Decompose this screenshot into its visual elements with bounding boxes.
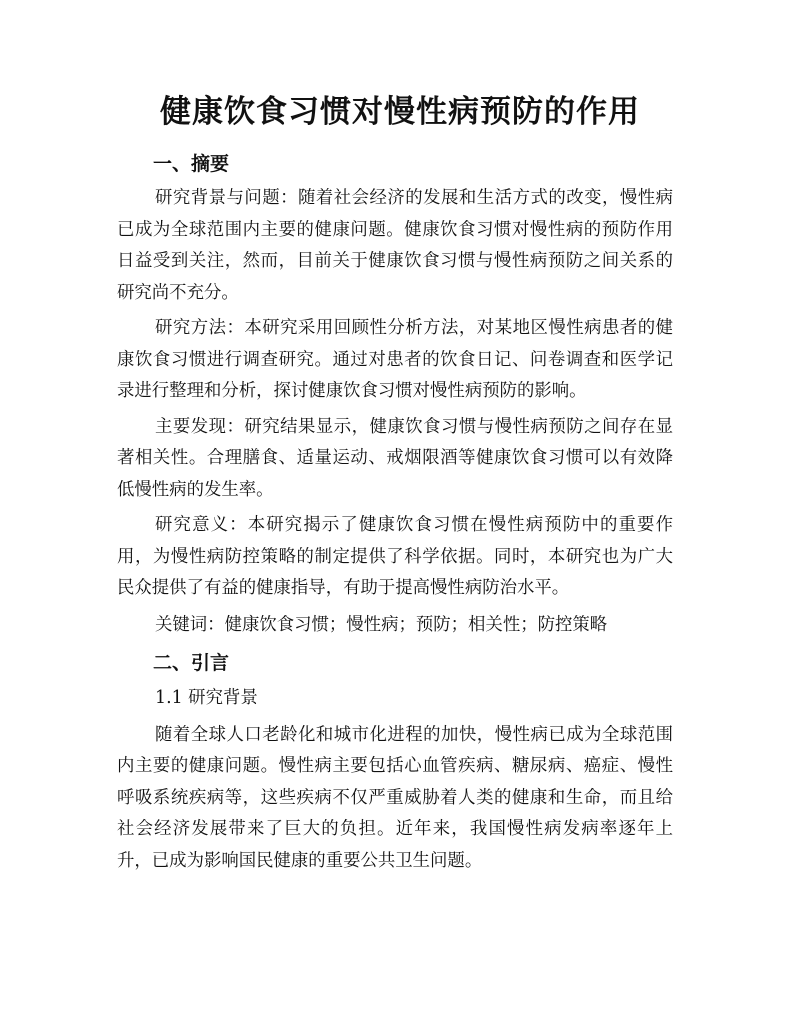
intro-heading: 二、引言 bbox=[153, 651, 230, 674]
keywords-line: 关键词：健康饮食习惯；慢性病；预防；相关性；防控策略 bbox=[155, 614, 608, 635]
intro-subheading: 1.1 研究背景 bbox=[155, 687, 258, 708]
abstract-paragraph-background: 研究背景与问题：随着社会经济的发展和生活方式的改变，慢性病已成为全球范围内主要的健康问题。健康饮食习惯对慢性病的预防作用日益受到关注，然而，目前关于健康饮食习惯与慢性病预防之间关系的研究尚不充分。 bbox=[117, 188, 673, 303]
intro-paragraph: 随着全球人口老龄化和城市化进程的加快，慢性病已成为全球范围内主要的健康问题。慢性病主要包括心血管疾病、糖尿病、癌症、慢性呼吸系统疾病等，这些疾病不仅严重威胁着人类的健康和生命，而且给社会经济发展带来了巨大的负担。近年来，我国慢性病发病率逐年上升，已成为影响国民健康的重要公共卫生问题。 bbox=[117, 724, 673, 871]
abstract-paragraph-findings: 主要发现：研究结果显示，健康饮食习惯与慢性病预防之间存在显著相关性。合理膳食、适量运动、戒烟限酒等健康饮食习惯可以有效降低慢性病的发生率。 bbox=[117, 416, 673, 500]
abstract-heading: 一、摘要 bbox=[153, 153, 230, 175]
document-body bbox=[117, 148, 673, 881]
abstract-paragraph-method: 研究方法：本研究采用回顾性分析方法，对某地区慢性病患者的健康饮食习惯进行调查研究。通过对患者的饮食日记、问卷调查和医学记录进行整理和分析，探讨健康饮食习惯对慢性病预防的影响。 bbox=[117, 318, 673, 401]
abstract-paragraph-significance: 研究意义：本研究揭示了健康饮食习惯在慢性病预防中的重要作用，为慢性病防控策略的制定提供了科学依据。同时，本研究也为广大民众提供了有益的健康指导，有助于提高慢性病防治水平。 bbox=[117, 515, 673, 598]
document-title: 健康饮食习惯对慢性病预防的作用 bbox=[160, 94, 640, 130]
